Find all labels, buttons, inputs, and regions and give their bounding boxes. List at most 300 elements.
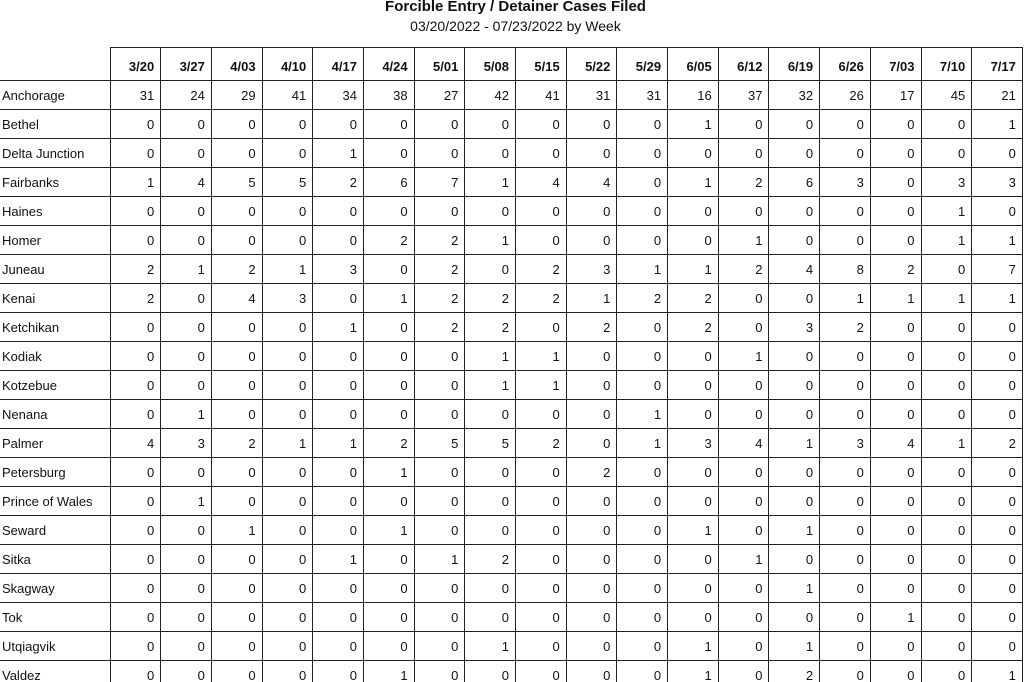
case-count-cell: 0 — [921, 400, 972, 429]
case-count-cell: 0 — [718, 574, 769, 603]
case-count-cell: 42 — [465, 81, 516, 110]
location-cell: Fairbanks — [0, 168, 110, 197]
case-count-cell: 0 — [769, 110, 820, 139]
case-count-cell: 0 — [769, 603, 820, 632]
case-count-cell: 0 — [566, 139, 617, 168]
case-count-cell: 2 — [870, 255, 921, 284]
case-count-cell: 1 — [363, 661, 414, 682]
case-count-cell: 0 — [363, 371, 414, 400]
case-count-cell: 0 — [820, 110, 871, 139]
case-count-cell: 0 — [972, 313, 1023, 342]
case-count-cell: 3 — [820, 429, 871, 458]
case-count-cell: 1 — [313, 139, 364, 168]
case-count-cell: 1 — [769, 516, 820, 545]
case-count-cell: 0 — [718, 516, 769, 545]
case-count-cell: 17 — [870, 81, 921, 110]
table-row — [0, 603, 1022, 632]
case-count-cell: 0 — [363, 400, 414, 429]
case-count-cell: 31 — [110, 81, 161, 110]
table-row — [0, 139, 1022, 168]
case-count-cell: 2 — [718, 255, 769, 284]
case-count-cell: 0 — [769, 458, 820, 487]
week-header: 4/10 — [262, 48, 313, 81]
case-count-cell: 0 — [211, 139, 262, 168]
case-count-cell: 0 — [465, 516, 516, 545]
case-count-cell: 2 — [718, 168, 769, 197]
case-count-cell: 0 — [718, 110, 769, 139]
case-count-cell: 0 — [668, 400, 719, 429]
case-count-cell: 0 — [921, 516, 972, 545]
case-count-cell: 0 — [617, 313, 668, 342]
case-count-cell: 0 — [870, 516, 921, 545]
case-count-cell: 0 — [668, 197, 719, 226]
case-count-cell: 1 — [668, 632, 719, 661]
case-count-cell: 2 — [313, 168, 364, 197]
case-count-cell: 1 — [718, 342, 769, 371]
case-count-cell: 0 — [313, 574, 364, 603]
case-count-cell: 0 — [313, 487, 364, 516]
case-count-cell: 2 — [465, 545, 516, 574]
case-count-cell: 0 — [820, 661, 871, 682]
case-count-cell: 0 — [313, 632, 364, 661]
case-count-cell: 0 — [566, 661, 617, 682]
week-header: 4/17 — [313, 48, 364, 81]
case-count-cell: 6 — [363, 168, 414, 197]
case-count-cell: 0 — [617, 603, 668, 632]
case-count-cell: 0 — [414, 400, 465, 429]
case-count-cell: 0 — [668, 371, 719, 400]
case-count-cell: 0 — [769, 342, 820, 371]
case-count-cell: 0 — [972, 400, 1023, 429]
case-count-cell: 1 — [262, 429, 313, 458]
case-count-cell: 5 — [414, 429, 465, 458]
week-header: 6/26 — [820, 48, 871, 81]
case-count-cell: 0 — [110, 545, 161, 574]
case-count-cell: 0 — [161, 603, 212, 632]
case-count-cell: 3 — [313, 255, 364, 284]
case-count-cell: 0 — [262, 110, 313, 139]
case-count-cell: 1 — [617, 255, 668, 284]
case-count-cell: 2 — [668, 313, 719, 342]
case-count-cell: 2 — [110, 284, 161, 313]
table-row — [0, 81, 1022, 110]
case-count-cell: 0 — [414, 516, 465, 545]
case-count-cell: 0 — [921, 487, 972, 516]
location-cell: Nenana — [0, 400, 110, 429]
case-count-cell: 0 — [161, 574, 212, 603]
case-count-cell: 1 — [921, 284, 972, 313]
case-count-cell: 2 — [363, 226, 414, 255]
case-count-cell: 0 — [161, 284, 212, 313]
case-count-cell: 0 — [313, 458, 364, 487]
case-count-cell: 0 — [465, 661, 516, 682]
case-count-cell: 0 — [414, 110, 465, 139]
case-count-cell: 1 — [972, 661, 1023, 682]
case-count-cell: 0 — [516, 139, 567, 168]
case-count-cell: 0 — [566, 197, 617, 226]
case-count-cell: 0 — [161, 139, 212, 168]
case-count-cell: 0 — [465, 400, 516, 429]
week-header: 3/20 — [110, 48, 161, 81]
report-title: Forcible Entry / Detainer Cases Filed — [385, 0, 646, 15]
case-count-cell: 0 — [465, 603, 516, 632]
case-count-cell: 0 — [414, 632, 465, 661]
case-count-cell: 0 — [363, 139, 414, 168]
table-row — [0, 197, 1022, 226]
case-count-cell: 0 — [161, 371, 212, 400]
case-count-cell: 0 — [110, 516, 161, 545]
case-count-cell: 37 — [718, 81, 769, 110]
case-count-cell: 0 — [313, 226, 364, 255]
case-count-cell: 3 — [972, 168, 1023, 197]
case-count-cell: 0 — [110, 197, 161, 226]
case-count-cell: 0 — [414, 487, 465, 516]
location-cell: Delta Junction — [0, 139, 110, 168]
location-cell: Seward — [0, 516, 110, 545]
case-count-cell: 0 — [363, 545, 414, 574]
case-count-cell: 0 — [161, 632, 212, 661]
case-count-cell: 1 — [972, 284, 1023, 313]
case-count-cell: 0 — [363, 574, 414, 603]
case-count-cell: 0 — [617, 139, 668, 168]
table-row — [0, 516, 1022, 545]
case-count-cell: 0 — [211, 400, 262, 429]
case-count-cell: 0 — [161, 661, 212, 682]
case-count-cell: 2 — [414, 284, 465, 313]
week-header: 6/12 — [718, 48, 769, 81]
corner-cell — [0, 48, 110, 81]
case-count-cell: 0 — [972, 342, 1023, 371]
case-count-cell: 0 — [769, 197, 820, 226]
case-count-cell: 2 — [110, 255, 161, 284]
case-count-cell: 29 — [211, 81, 262, 110]
case-count-cell: 0 — [921, 313, 972, 342]
case-count-cell: 1 — [161, 255, 212, 284]
case-count-cell: 3 — [668, 429, 719, 458]
header-row — [0, 48, 1022, 81]
case-count-cell: 0 — [617, 661, 668, 682]
case-count-cell: 0 — [363, 342, 414, 371]
case-count-cell: 0 — [363, 313, 414, 342]
case-count-cell: 0 — [566, 545, 617, 574]
case-count-cell: 4 — [566, 168, 617, 197]
case-count-cell: 4 — [870, 429, 921, 458]
case-count-cell: 0 — [921, 545, 972, 574]
case-count-cell: 0 — [211, 632, 262, 661]
case-count-cell: 0 — [617, 342, 668, 371]
case-count-cell: 0 — [718, 139, 769, 168]
case-count-cell: 0 — [465, 197, 516, 226]
location-cell: Bethel — [0, 110, 110, 139]
case-count-cell: 0 — [820, 487, 871, 516]
case-count-cell: 0 — [820, 516, 871, 545]
case-count-cell: 0 — [363, 197, 414, 226]
case-count-cell: 0 — [161, 545, 212, 574]
table-row — [0, 284, 1022, 313]
case-count-cell: 1 — [870, 603, 921, 632]
case-count-cell: 1 — [668, 255, 719, 284]
case-count-cell: 31 — [617, 81, 668, 110]
case-count-cell: 2 — [414, 255, 465, 284]
case-count-cell: 1 — [668, 516, 719, 545]
case-count-cell: 0 — [516, 400, 567, 429]
case-count-cell: 0 — [110, 371, 161, 400]
case-count-cell: 0 — [161, 197, 212, 226]
case-count-cell: 1 — [668, 661, 719, 682]
case-count-cell: 3 — [820, 168, 871, 197]
case-count-cell: 1 — [363, 516, 414, 545]
case-count-cell: 0 — [211, 487, 262, 516]
case-count-cell: 0 — [211, 458, 262, 487]
case-count-cell: 1 — [110, 168, 161, 197]
case-count-cell: 1 — [414, 545, 465, 574]
case-count-cell: 0 — [921, 603, 972, 632]
case-count-cell: 0 — [566, 226, 617, 255]
case-count-cell: 0 — [972, 458, 1023, 487]
case-count-cell: 0 — [870, 313, 921, 342]
case-count-cell: 38 — [363, 81, 414, 110]
case-count-cell: 0 — [262, 661, 313, 682]
case-count-cell: 1 — [972, 226, 1023, 255]
week-header: 5/08 — [465, 48, 516, 81]
case-count-cell: 1 — [363, 284, 414, 313]
case-count-cell: 0 — [921, 574, 972, 603]
case-count-cell: 0 — [110, 458, 161, 487]
case-count-cell: 4 — [769, 255, 820, 284]
case-count-cell: 0 — [769, 400, 820, 429]
case-count-cell: 0 — [668, 603, 719, 632]
case-count-cell: 0 — [617, 110, 668, 139]
case-count-cell: 0 — [718, 313, 769, 342]
case-count-cell: 2 — [211, 429, 262, 458]
case-count-cell: 0 — [718, 197, 769, 226]
case-count-cell: 4 — [516, 168, 567, 197]
case-count-cell: 1 — [313, 545, 364, 574]
case-count-cell: 2 — [820, 313, 871, 342]
case-count-cell: 2 — [465, 313, 516, 342]
case-count-cell: 0 — [870, 574, 921, 603]
case-count-cell: 0 — [566, 574, 617, 603]
case-count-cell: 0 — [718, 458, 769, 487]
case-count-cell: 0 — [921, 342, 972, 371]
case-count-cell: 0 — [414, 574, 465, 603]
case-count-cell: 0 — [820, 342, 871, 371]
case-count-cell: 0 — [211, 110, 262, 139]
case-count-cell: 2 — [211, 255, 262, 284]
case-count-cell: 7 — [972, 255, 1023, 284]
case-count-cell: 0 — [668, 139, 719, 168]
case-count-cell: 0 — [313, 603, 364, 632]
case-count-cell: 4 — [211, 284, 262, 313]
case-count-cell: 4 — [110, 429, 161, 458]
case-count-cell: 0 — [211, 197, 262, 226]
case-count-cell: 41 — [516, 81, 567, 110]
case-count-cell: 0 — [262, 226, 313, 255]
case-count-cell: 0 — [516, 516, 567, 545]
case-count-cell: 0 — [972, 545, 1023, 574]
case-count-cell: 1 — [870, 284, 921, 313]
case-count-cell: 0 — [870, 168, 921, 197]
case-count-cell: 1 — [718, 226, 769, 255]
case-count-cell: 0 — [211, 603, 262, 632]
case-count-cell: 0 — [211, 545, 262, 574]
case-count-cell: 0 — [262, 139, 313, 168]
case-count-cell: 1 — [617, 400, 668, 429]
case-count-cell: 1 — [313, 429, 364, 458]
week-header: 7/03 — [870, 48, 921, 81]
case-count-cell: 0 — [718, 400, 769, 429]
case-count-cell: 0 — [668, 458, 719, 487]
case-count-cell: 0 — [262, 632, 313, 661]
case-count-cell: 1 — [363, 458, 414, 487]
case-count-cell: 0 — [566, 371, 617, 400]
case-count-cell: 0 — [820, 632, 871, 661]
case-count-cell: 0 — [566, 110, 617, 139]
case-count-cell: 0 — [921, 110, 972, 139]
location-cell: Sitka — [0, 545, 110, 574]
case-count-cell: 0 — [161, 226, 212, 255]
case-count-cell: 1 — [161, 400, 212, 429]
week-header: 7/10 — [921, 48, 972, 81]
case-count-cell: 1 — [161, 487, 212, 516]
case-count-cell: 4 — [718, 429, 769, 458]
week-header: 4/24 — [363, 48, 414, 81]
case-count-cell: 1 — [516, 371, 567, 400]
case-count-cell: 2 — [516, 255, 567, 284]
case-count-cell: 41 — [262, 81, 313, 110]
case-count-cell: 3 — [921, 168, 972, 197]
case-count-cell: 0 — [313, 400, 364, 429]
table-row — [0, 400, 1022, 429]
case-count-cell: 1 — [769, 632, 820, 661]
case-count-cell: 0 — [566, 516, 617, 545]
cases-table-container — [0, 47, 1024, 682]
case-count-cell: 0 — [820, 574, 871, 603]
table-row — [0, 458, 1022, 487]
case-count-cell: 1 — [921, 429, 972, 458]
case-count-cell: 0 — [161, 516, 212, 545]
case-count-cell: 0 — [566, 429, 617, 458]
case-count-cell: 0 — [110, 313, 161, 342]
case-count-cell: 0 — [820, 197, 871, 226]
case-count-cell: 2 — [668, 284, 719, 313]
case-count-cell: 0 — [161, 313, 212, 342]
location-cell: Prince of Wales — [0, 487, 110, 516]
case-count-cell: 0 — [465, 574, 516, 603]
case-count-cell: 0 — [668, 342, 719, 371]
case-count-cell: 0 — [769, 487, 820, 516]
case-count-cell: 0 — [211, 574, 262, 603]
case-count-cell: 0 — [211, 342, 262, 371]
case-count-cell: 0 — [516, 197, 567, 226]
location-cell: Anchorage — [0, 81, 110, 110]
location-cell: Palmer — [0, 429, 110, 458]
case-count-cell: 0 — [110, 110, 161, 139]
case-count-cell: 0 — [820, 371, 871, 400]
week-header: 5/29 — [617, 48, 668, 81]
case-count-cell: 1 — [617, 429, 668, 458]
case-count-cell: 0 — [617, 197, 668, 226]
case-count-cell: 0 — [110, 632, 161, 661]
case-count-cell: 0 — [313, 516, 364, 545]
case-count-cell: 0 — [262, 574, 313, 603]
case-count-cell: 0 — [972, 603, 1023, 632]
case-count-cell: 1 — [566, 284, 617, 313]
case-count-cell: 2 — [617, 284, 668, 313]
case-count-cell: 0 — [161, 458, 212, 487]
case-count-cell: 1 — [820, 284, 871, 313]
case-count-cell: 0 — [617, 574, 668, 603]
case-count-cell: 0 — [617, 516, 668, 545]
table-row — [0, 545, 1022, 574]
case-count-cell: 4 — [161, 168, 212, 197]
case-count-cell: 0 — [363, 603, 414, 632]
case-count-cell: 0 — [972, 371, 1023, 400]
case-count-cell: 0 — [921, 255, 972, 284]
case-count-cell: 0 — [516, 226, 567, 255]
case-count-cell: 0 — [718, 661, 769, 682]
case-count-cell: 2 — [465, 284, 516, 313]
case-count-cell: 0 — [566, 487, 617, 516]
table-row — [0, 342, 1022, 371]
case-count-cell: 0 — [161, 110, 212, 139]
case-count-cell: 0 — [414, 371, 465, 400]
case-count-cell: 0 — [262, 400, 313, 429]
case-count-cell: 2 — [516, 429, 567, 458]
case-count-cell: 0 — [414, 197, 465, 226]
case-count-cell: 2 — [414, 226, 465, 255]
week-header: 3/27 — [161, 48, 212, 81]
table-row — [0, 574, 1022, 603]
case-count-cell: 1 — [921, 226, 972, 255]
case-count-cell: 1 — [313, 313, 364, 342]
case-count-cell: 0 — [516, 574, 567, 603]
case-count-cell: 0 — [769, 371, 820, 400]
case-count-cell: 0 — [870, 487, 921, 516]
case-count-cell: 0 — [870, 371, 921, 400]
table-row — [0, 632, 1022, 661]
case-count-cell: 0 — [718, 603, 769, 632]
case-count-cell: 0 — [972, 487, 1023, 516]
case-count-cell: 0 — [870, 661, 921, 682]
case-count-cell: 0 — [161, 342, 212, 371]
case-count-cell: 0 — [870, 545, 921, 574]
location-cell: Utqiagvik — [0, 632, 110, 661]
case-count-cell: 0 — [414, 139, 465, 168]
case-count-cell: 0 — [313, 342, 364, 371]
case-count-cell: 6 — [769, 168, 820, 197]
week-header: 6/05 — [668, 48, 719, 81]
location-cell: Tok — [0, 603, 110, 632]
case-count-cell: 0 — [414, 342, 465, 371]
case-count-cell: 2 — [363, 429, 414, 458]
case-count-cell: 0 — [110, 603, 161, 632]
case-count-cell: 0 — [313, 110, 364, 139]
table-row — [0, 255, 1022, 284]
case-count-cell: 0 — [211, 313, 262, 342]
case-count-cell: 0 — [262, 197, 313, 226]
case-count-cell: 0 — [617, 226, 668, 255]
case-count-cell: 0 — [566, 603, 617, 632]
case-count-cell: 0 — [516, 313, 567, 342]
case-count-cell: 0 — [363, 632, 414, 661]
case-count-cell: 31 — [566, 81, 617, 110]
case-count-cell: 0 — [465, 487, 516, 516]
case-count-cell: 0 — [262, 545, 313, 574]
case-count-cell: 0 — [262, 603, 313, 632]
case-count-cell: 0 — [617, 458, 668, 487]
case-count-cell: 0 — [870, 139, 921, 168]
